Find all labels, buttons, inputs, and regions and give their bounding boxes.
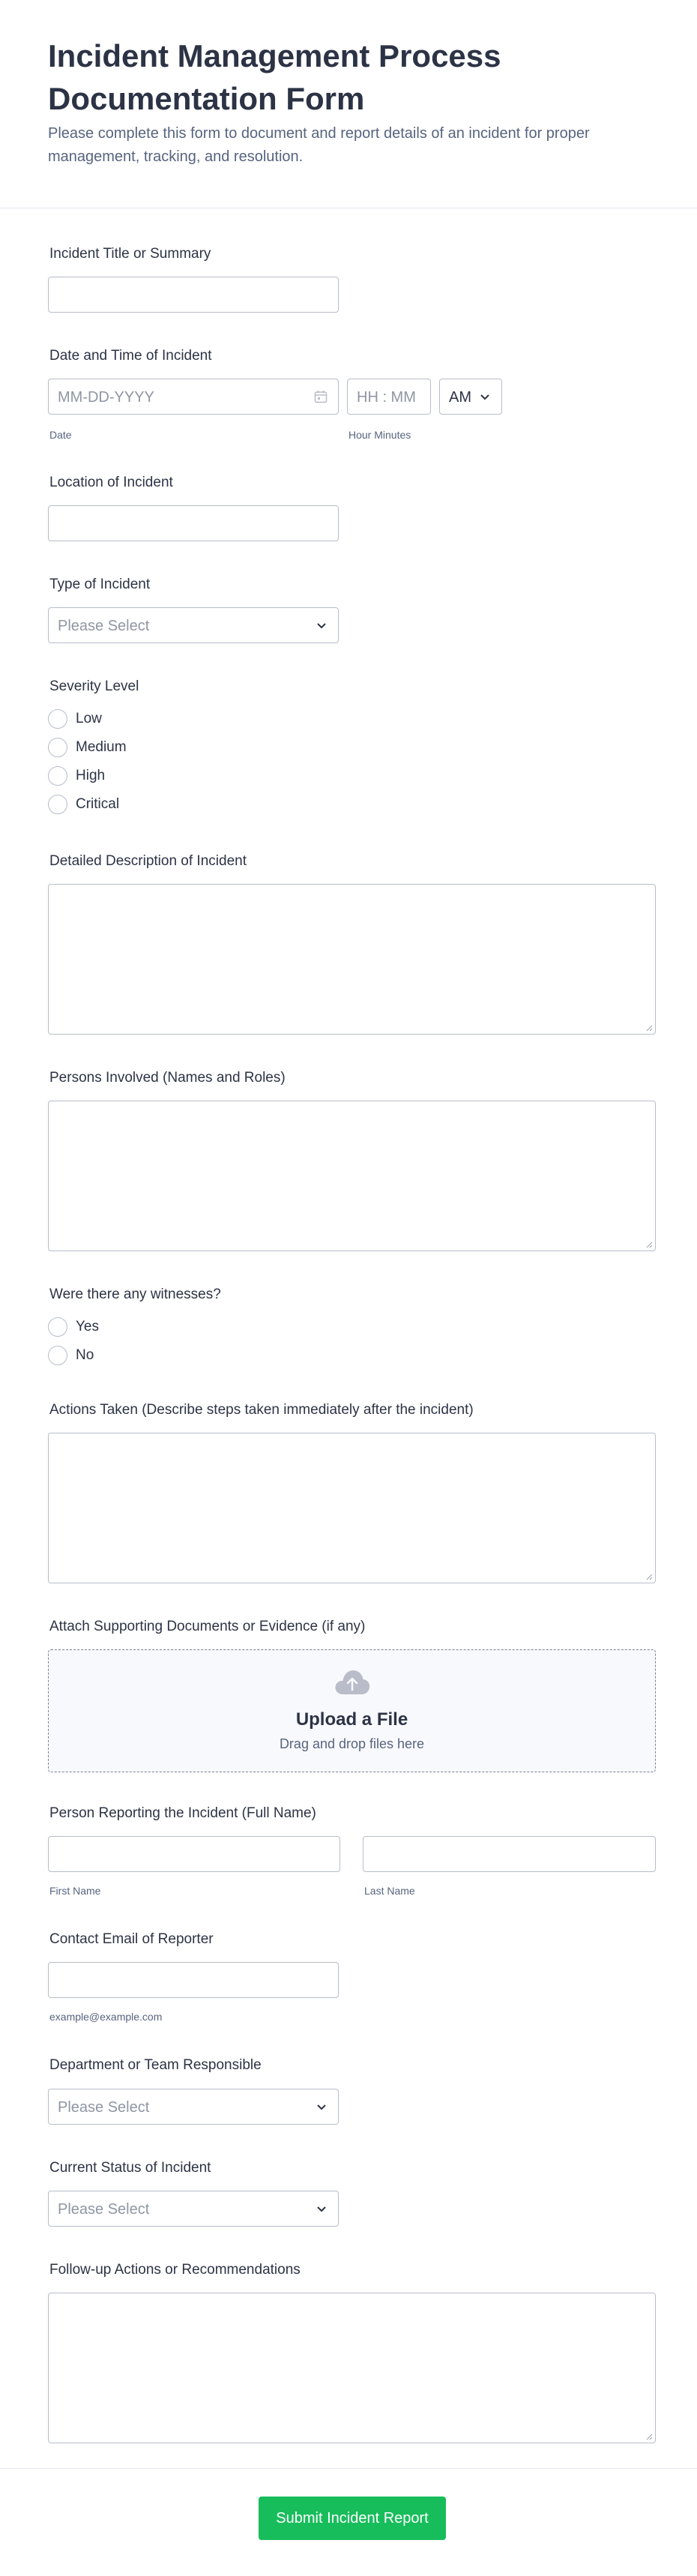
followup-textarea[interactable] — [48, 2293, 656, 2443]
resize-grip-icon[interactable] — [645, 1241, 653, 1248]
email-sublabel: example@example.com — [49, 2011, 163, 2023]
attachments-label: Attach Supporting Documents or Evidence (if any) — [49, 1619, 366, 1634]
date-input[interactable] — [48, 379, 339, 415]
department-placeholder: Please Select — [58, 2099, 150, 2116]
radio-button[interactable] — [48, 1317, 67, 1337]
incident-type-select[interactable] — [48, 607, 339, 643]
last-name-sublabel: Last Name — [364, 1885, 415, 1897]
persons-textarea[interactable] — [48, 1101, 656, 1251]
followup-label: Follow-up Actions or Recommendations — [49, 2262, 301, 2278]
ampm-value: AM — [449, 389, 471, 406]
first-name-sublabel: First Name — [49, 1885, 101, 1897]
date-sublabel: Date — [49, 429, 72, 441]
upload-hint: Drag and drop files here — [279, 1736, 425, 1751]
radio-button[interactable] — [48, 738, 67, 757]
chevron-down-icon — [316, 2203, 328, 2215]
ampm-select[interactable] — [439, 379, 502, 415]
status-label: Current Status of Incident — [49, 2160, 211, 2176]
page-title: Incident Management Process Documentation Form — [48, 38, 501, 116]
department-select[interactable] — [48, 2089, 339, 2125]
email-label: Contact Email of Reporter — [49, 1931, 214, 1947]
chevron-down-icon — [316, 2101, 328, 2113]
time-placeholder: HH : MM — [357, 389, 416, 406]
last-name-input[interactable] — [363, 1836, 656, 1872]
status-placeholder: Please Select — [58, 2201, 150, 2218]
datetime-label: Date and Time of Incident — [49, 348, 212, 364]
radio-button[interactable] — [48, 1346, 67, 1365]
time-sublabel: Hour Minutes — [348, 429, 411, 441]
page-subtitle: Please complete this form to document and report details of an incident for proper management, tracking, and resolution. — [48, 125, 590, 165]
incident-type-placeholder: Please Select — [58, 618, 150, 634]
radio-label: No — [76, 1347, 94, 1363]
actions-textarea[interactable] — [48, 1433, 656, 1583]
severity-label: Severity Level — [49, 678, 139, 694]
incident-title-label: Incident Title or Summary — [49, 246, 211, 262]
location-input[interactable] — [48, 505, 339, 541]
resize-grip-icon[interactable] — [645, 1573, 653, 1580]
radio-button[interactable] — [48, 766, 67, 786]
first-name-input[interactable] — [48, 1836, 340, 1872]
radio-label: Critical — [76, 796, 120, 812]
actions-label: Actions Taken (Describe steps taken immediately after the incident) — [49, 1402, 474, 1418]
submit-button[interactable]: Submit Incident Report — [259, 2497, 446, 2540]
incident-type-label: Type of Incident — [49, 577, 151, 592]
footer-divider — [0, 2468, 697, 2469]
file-upload-dropzone[interactable] — [48, 1649, 656, 1772]
description-textarea[interactable] — [48, 884, 656, 1035]
date-placeholder: MM-DD-YYYY — [58, 389, 154, 406]
witnesses-label: Were there any witnesses? — [49, 1287, 221, 1302]
resize-grip-icon[interactable] — [645, 1024, 653, 1032]
resize-grip-icon[interactable] — [645, 2433, 653, 2440]
form-header — [0, 0, 697, 208]
cloud-upload-icon — [334, 1668, 371, 1697]
time-input[interactable] — [347, 379, 431, 415]
radio-label: Yes — [76, 1319, 99, 1334]
radio-label: Low — [76, 711, 102, 726]
department-label: Department or Team Responsible — [49, 2057, 262, 2073]
radio-label: Medium — [76, 739, 127, 755]
radio-button[interactable] — [48, 795, 67, 814]
calendar-icon[interactable] — [314, 390, 328, 403]
email-field[interactable] — [48, 1962, 339, 1998]
persons-label: Persons Involved (Names and Roles) — [49, 1070, 286, 1086]
description-label: Detailed Description of Incident — [49, 853, 247, 869]
chevron-down-icon — [479, 391, 491, 403]
incident-title-input[interactable] — [48, 277, 339, 313]
reporter-label: Person Reporting the Incident (Full Name) — [49, 1805, 316, 1821]
upload-title: Upload a File — [295, 1709, 408, 1730]
status-select[interactable] — [48, 2191, 339, 2227]
radio-label: High — [76, 768, 106, 783]
radio-button[interactable] — [48, 709, 67, 729]
chevron-down-icon — [316, 619, 328, 631]
location-label: Location of Incident — [49, 475, 173, 490]
